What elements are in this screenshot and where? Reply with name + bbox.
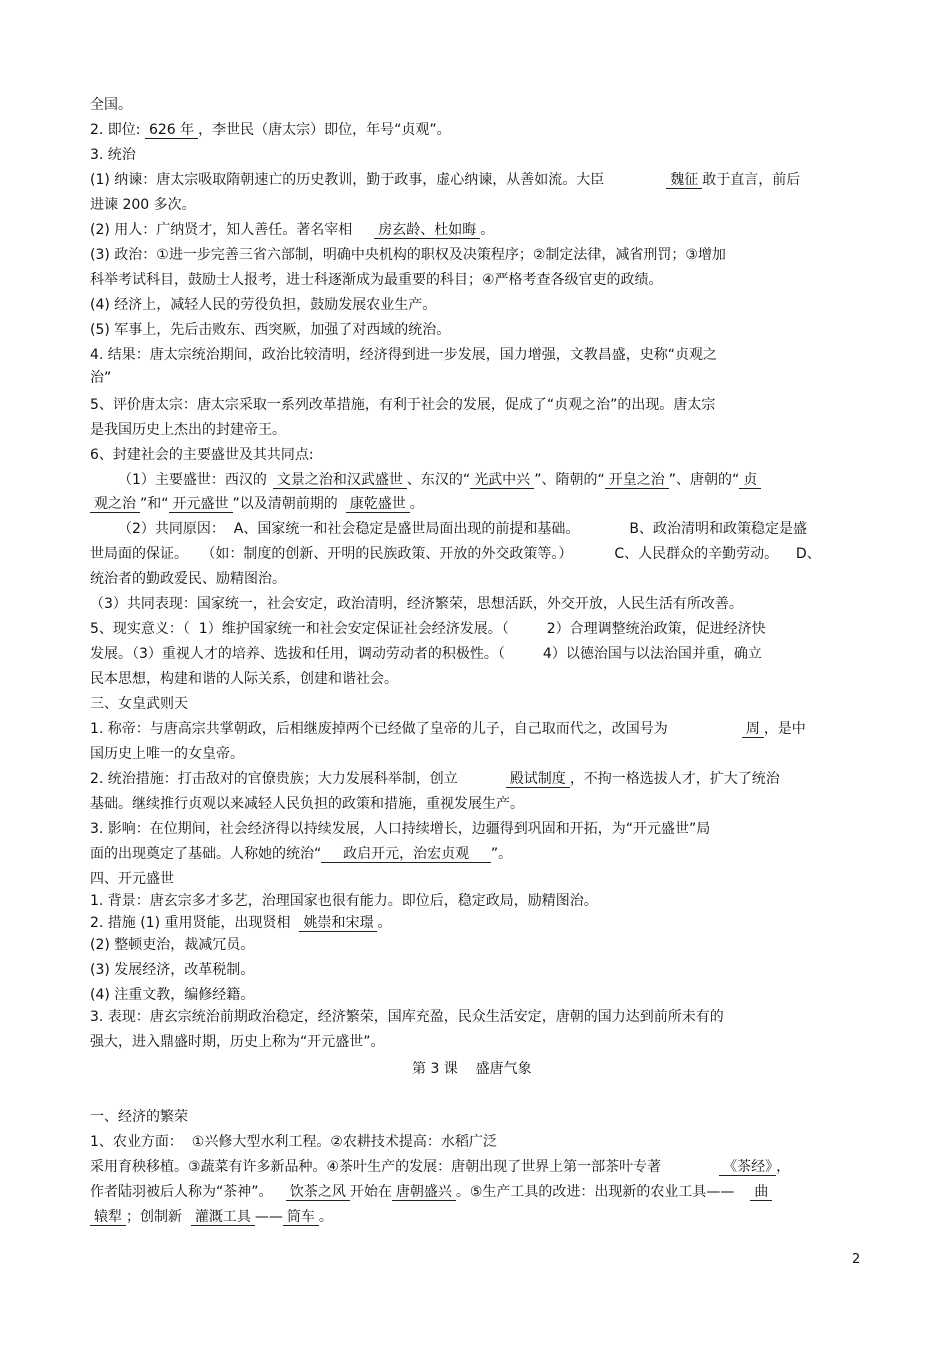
text-segment: 全国。 xyxy=(90,97,132,113)
text-segment: 2. 即位: xyxy=(90,122,145,138)
underlined-answer: 姚崇和宋璟 xyxy=(299,915,377,932)
text-line xyxy=(90,936,254,954)
text-line xyxy=(90,1133,497,1151)
text-segment: （2）共同原因： A、国家统一和社会稳定是盛世局面出现的前提和基础。 xyxy=(118,521,580,537)
text-segment: 三、女皇武则天 xyxy=(90,696,188,712)
text-line xyxy=(90,1183,772,1201)
text-segment: (1) 纳谏：唐太宗吸取隋朝速亡的历史教训，勤于政事，虚心纳谏，从善如流。大臣 xyxy=(90,172,605,188)
text-segment: 。⑤生产工具的改进：出现新的农业工具—— xyxy=(455,1184,735,1200)
text-line xyxy=(90,695,188,713)
underlined-answer: 文景之治和汉武盛世 xyxy=(273,472,407,489)
text-line xyxy=(90,421,286,439)
text-segment: ， xyxy=(776,1159,791,1175)
text-segment: 是我国历史上杰出的封建帝王。 xyxy=(90,422,286,438)
text-line xyxy=(90,645,762,663)
underlined-answer: 灌溉工具 xyxy=(191,1209,255,1226)
text-line xyxy=(90,1033,385,1051)
text-line xyxy=(90,670,398,688)
text-segment: —— xyxy=(254,1209,283,1225)
text-segment: 一、经济的繁荣 xyxy=(90,1109,188,1125)
text-segment: 1. 称帝：与唐高宗共掌朝政，后相继废掉两个已经做了皇帝的儿子，自己取而代之，改国号为 xyxy=(90,721,668,737)
text-segment: 2. 统治措施：打击敌对的官僚贵族；大力发展科举制，创立 xyxy=(90,771,458,787)
underlined-answer: 饮茶之风 xyxy=(286,1184,350,1201)
text-line xyxy=(90,369,111,387)
text-segment: 国历史上唯一的女皇帝。 xyxy=(90,746,244,762)
text-line xyxy=(90,961,254,979)
text-segment: 。 xyxy=(480,222,495,238)
underlined-answer: 魏征 xyxy=(666,172,702,189)
text-line xyxy=(90,121,451,139)
text-line xyxy=(90,1208,333,1226)
text-segment: 3. 统治 xyxy=(90,147,136,163)
underlined-answer: 辕犁 xyxy=(90,1209,126,1226)
text-line xyxy=(90,795,524,813)
text-segment: (3) 发展经济，改革税制。 xyxy=(90,962,255,978)
text-segment: ，不拘一格选拔人才，扩大了统治 xyxy=(569,771,780,787)
underlined-answer: 开皇之治 xyxy=(605,472,669,489)
underlined-answer: 周 xyxy=(742,721,764,738)
page-number: 2 xyxy=(852,1252,861,1267)
text-line xyxy=(90,96,132,114)
text-segment: 4）以德治国与以法治国并重，确立 xyxy=(542,646,762,662)
text-segment: 发展。（3）重视人才的培养、选拔和任用，调动劳动者的积极性。（ xyxy=(90,646,505,662)
text-line xyxy=(90,495,424,513)
text-segment: 采用育秧移植。③蔬菜有许多新品种。④茶叶生产的发展：唐朝出现了世界上第一部茶叶专著 xyxy=(90,1159,662,1175)
underlined-answer: 开元盛世 xyxy=(169,496,233,513)
text-segment: 5、评价唐太宗：唐太宗采取一系列改革措施，有利于社会的发展，促成了“贞观之治”的出现。唐太宗 xyxy=(90,397,716,413)
text-segment: ”、唐朝的“ xyxy=(668,472,740,488)
text-segment: 。 xyxy=(318,1209,333,1225)
text-segment: 进谏 200 多次。 xyxy=(90,197,196,213)
text-segment: 3. 影响：在位期间，社会经济得以持续发展，人口持续增长，边疆得到巩固和开拓，为“开元盛世”局 xyxy=(90,821,711,837)
text-line xyxy=(90,595,743,613)
text-segment: ”和“ xyxy=(140,496,169,512)
text-segment: ”以及清朝前期的 xyxy=(232,496,338,512)
underlined-answer: 曲 xyxy=(750,1184,772,1201)
text-segment: 敢于直言，前后 xyxy=(702,172,801,188)
text-segment: ；创制新 xyxy=(126,1209,191,1225)
text-line xyxy=(90,520,807,538)
text-segment: 5、现实意义：（ 1）维护国家统一和社会安定保证社会经济发展。（ xyxy=(90,621,509,637)
text-segment: 统治者的勤政爱民、励精图治。 xyxy=(90,571,286,587)
underlined-answer: 观之治 xyxy=(90,496,140,513)
text-line xyxy=(90,570,286,588)
text-segment: C、人民群众的辛勤劳动。 D、 xyxy=(614,546,821,562)
text-segment: (4) 注重文教，编修经籍。 xyxy=(90,987,255,1003)
text-line xyxy=(90,271,663,289)
text-segment: 。 xyxy=(377,915,392,931)
text-line xyxy=(90,196,196,214)
text-line xyxy=(90,346,717,364)
text-segment: 面的出现奠定了基础。人称她的统治“ xyxy=(90,846,322,862)
text-segment: ”。 xyxy=(490,846,513,862)
text-segment: 强大，进入鼎盛时期，历史上称为“开元盛世”。 xyxy=(90,1034,385,1050)
text-segment: (2) 整顿吏治，裁减冗员。 xyxy=(90,937,255,953)
underlined-answer: 光武中兴 xyxy=(470,472,534,489)
text-line xyxy=(90,171,800,189)
text-segment: 世局面的保证。 （如：制度的创新、开明的民族政策、开放的外交政策等。） xyxy=(90,546,573,562)
text-line xyxy=(90,446,314,464)
underlined-answer: 筒车 xyxy=(283,1209,319,1226)
text-line xyxy=(90,892,598,910)
text-segment: 2）合理调整统治政策，促进经济快 xyxy=(546,621,766,637)
underlined-answer: 626 年 xyxy=(145,122,198,139)
text-segment: (4) 经济上，减轻人民的劳役负担，鼓励发展农业生产。 xyxy=(90,297,437,313)
text-segment: 四、开元盛世 xyxy=(90,871,174,887)
underlined-answer: 《茶经》 xyxy=(719,1159,776,1176)
text-line xyxy=(90,914,391,932)
lesson-title: 第 3 课 盛唐气象 xyxy=(412,1061,532,1077)
text-line xyxy=(90,545,821,563)
text-line xyxy=(90,845,512,863)
text-segment: 4. 结果：唐太宗统治期间，政治比较清明，经济得到进一步发展，国力增强，文教昌盛，史称“贞观之 xyxy=(90,347,718,363)
text-segment: 1. 背景：唐玄宗多才多艺，治理国家也很有能力。即位后，稳定政局，励精图治。 xyxy=(90,893,598,909)
text-line xyxy=(90,770,780,788)
underlined-answer: 殿试制度 xyxy=(506,771,570,788)
text-line xyxy=(90,986,254,1004)
text-segment: (3) 政治：①进一步完善三省六部制，明确中央机构的职权及决策程序；②制定法律，减省刑罚；③增加 xyxy=(90,247,726,263)
underlined-answer: 政启开元，治宏贞观 xyxy=(321,846,491,863)
text-segment: 、东汉的“ xyxy=(406,472,471,488)
text-segment: (5) 军事上，先后击败东、西突厥，加强了对西域的统治。 xyxy=(90,322,451,338)
text-segment: 2. 措施 (1) 重用贤能，出现贤相 xyxy=(90,915,300,931)
text-line xyxy=(90,246,726,264)
text-line xyxy=(90,221,494,239)
text-segment: （1）主要盛世：西汉的 xyxy=(118,472,267,488)
text-line xyxy=(90,1008,724,1026)
text-line xyxy=(90,1158,790,1176)
text-segment: 3. 表现：唐玄宗统治前期政治稳定，经济繁荣，国库充盈，民众生活安定，唐朝的国力达到前所未有的 xyxy=(90,1009,724,1025)
text-segment: ”、隋朝的“ xyxy=(534,472,605,488)
text-line xyxy=(90,471,761,489)
text-segment: B、政治清明和政策稳定是盛 xyxy=(629,521,807,537)
text-segment: 。 xyxy=(409,496,424,512)
text-segment: 开始在 xyxy=(349,1184,392,1200)
text-segment: (2) 用人：广纳贤才，知人善任。著名宰相 xyxy=(90,222,353,238)
text-line xyxy=(90,296,436,314)
underlined-answer: 唐朝盛兴 xyxy=(392,1184,456,1201)
text-segment: 作者陆羽被后人称为“茶神”。 xyxy=(90,1184,286,1200)
text-segment: 6、封建社会的主要盛世及其共同点: xyxy=(90,447,314,463)
text-segment: 治” xyxy=(90,370,112,386)
text-segment: 科举考试科目，鼓励士人报考，进士科逐渐成为最重要的科目；④严格考查各级官吏的政绩。 xyxy=(90,272,663,288)
text-line xyxy=(90,820,710,838)
text-segment: （3）共同表现：国家统一，社会安定，政治清明，经济繁荣，思想活跃，外交开放，人民生活有所改善。 xyxy=(90,596,743,612)
text-line xyxy=(90,745,244,763)
text-line xyxy=(90,321,450,339)
text-segment: 基础。继续推行贞观以来减轻人民负担的政策和措施，重视发展生产。 xyxy=(90,796,524,812)
text-line xyxy=(90,720,806,738)
text-line xyxy=(90,620,766,638)
underlined-answer: 贞 xyxy=(739,472,761,489)
text-segment: ，是中 xyxy=(763,721,806,737)
text-line xyxy=(90,1108,188,1126)
text-segment: ，李世民（唐太宗）即位，年号“贞观”。 xyxy=(198,122,451,138)
text-line xyxy=(90,396,715,414)
underlined-answer: 康乾盛世 xyxy=(346,496,410,513)
underlined-answer: 房玄龄、杜如晦 xyxy=(374,222,480,239)
text-line xyxy=(90,146,136,164)
text-segment: 1、农业方面： ①兴修大型水利工程。②农耕技术提高：水稻广泛 xyxy=(90,1134,497,1150)
text-line xyxy=(90,870,174,888)
text-segment: 民本思想，构建和谐的人际关系，创建和谐社会。 xyxy=(90,671,398,687)
